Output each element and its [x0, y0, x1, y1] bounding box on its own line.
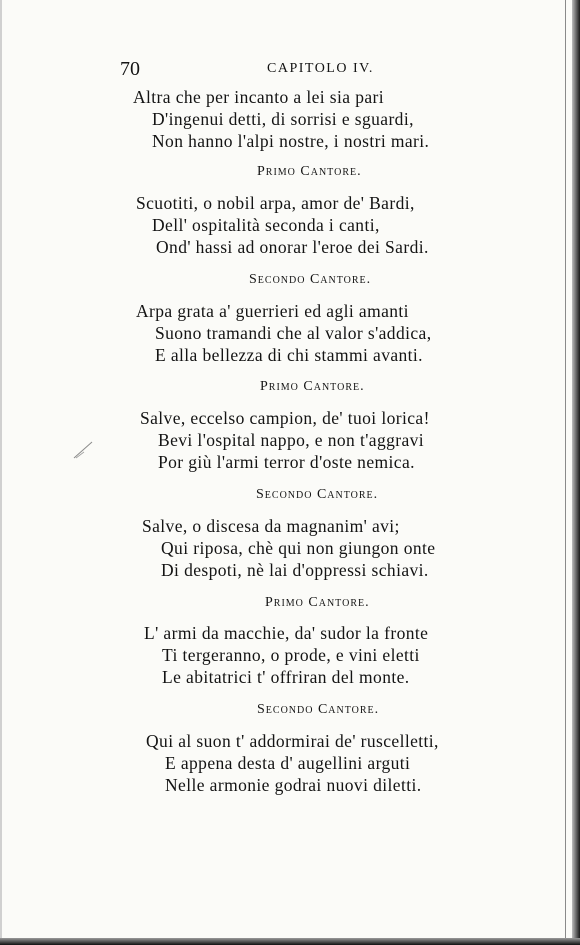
page-right-edge — [572, 0, 580, 945]
verse-line: Non hanno l'alpi nostre, i nostri mari. — [152, 131, 430, 151]
verse-line: Le abitatrici t' offriran del monte. — [162, 667, 410, 687]
verse-line: Suono tramandi che al valor s'addica, — [155, 323, 432, 343]
verse-line: Di despoti, nè lai d'oppressi schiavi. — [161, 560, 429, 580]
page-header — [120, 58, 460, 84]
speaker-heading: Primo Cantore. — [260, 379, 365, 394]
verse-line: Bevi l'ospital nappo, e non t'aggravi — [158, 430, 425, 450]
verse-line: E appena desta d' augellini arguti — [165, 753, 411, 773]
verse-line: Arpa grata a' guerrieri ed agli amanti — [136, 301, 409, 321]
verse-line: Por giù l'armi terror d'oste nemica. — [158, 452, 415, 472]
speaker-heading: Secondo Cantore. — [256, 487, 379, 502]
pencil-mark-icon — [72, 440, 94, 460]
verse-line: Nelle armonie godrai nuovi diletti. — [165, 775, 422, 795]
page-number: 70 — [120, 58, 140, 80]
page-gutter-line — [565, 0, 566, 945]
verse-line: Ond' hassi ad onorar l'eroe dei Sardi. — [156, 237, 429, 257]
verse-line: Scuotiti, o nobil arpa, amor de' Bardi, — [136, 193, 415, 213]
verse-line: Salve, eccelso campion, de' tuoi lorica! — [140, 408, 430, 428]
speaker-heading: Secondo Cantore. — [249, 272, 372, 287]
verse-line: Ti tergeranno, o prode, e vini eletti — [162, 645, 420, 665]
running-head: CAPITOLO IV. — [267, 61, 374, 76]
speaker-heading: Primo Cantore. — [265, 595, 370, 610]
verse-line: D'ingenui detti, di sorrisi e sguardi, — [152, 109, 414, 129]
verse-line: Salve, o discesa da magnanim' avi; — [142, 516, 400, 536]
speaker-heading: Primo Cantore. — [257, 164, 362, 179]
verse-line: L' armi da macchie, da' sudor la fronte — [144, 623, 429, 643]
page-left-edge — [0, 0, 2, 945]
page-bottom-edge — [0, 938, 580, 945]
verse-line: Qui riposa, chè qui non giungon onte — [161, 538, 436, 558]
verse-line: E alla bellezza di chi stammi avanti. — [155, 345, 423, 365]
verse-line: Dell' ospitalità seconda i canti, — [152, 215, 380, 235]
verse-line: Altra che per incanto a lei sia pari — [133, 87, 385, 107]
verse-line: Qui al suon t' addormirai de' ruscelletti, — [146, 731, 439, 751]
speaker-heading: Secondo Cantore. — [257, 702, 380, 717]
